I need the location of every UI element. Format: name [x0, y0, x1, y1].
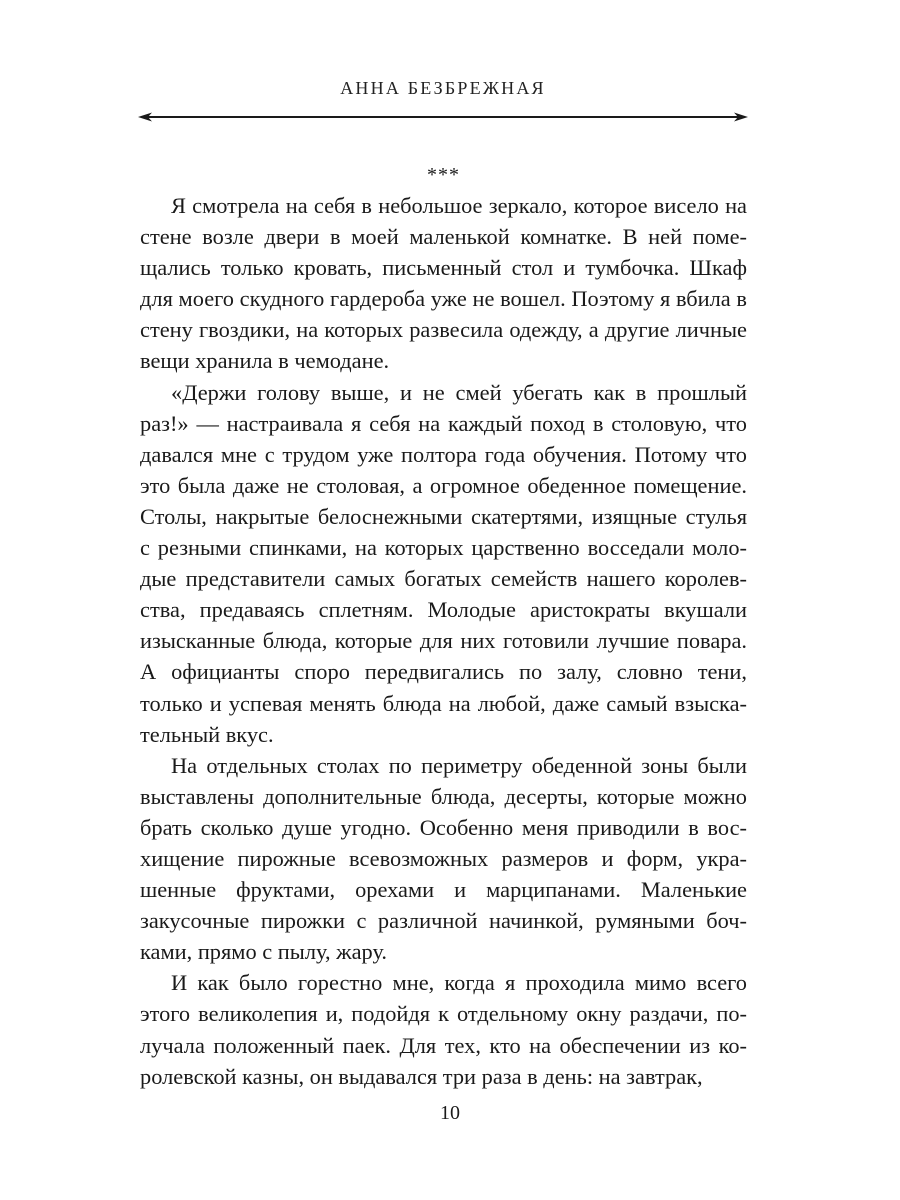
paragraph: «Держи голову выше, и не смей убегать как в прошлый раз!» — настраивала я себя на каждый поход в столовую, что давался мне с трудом уже полтора года обучения. Потому что это была даже не столовая, а огромное обеденное помещение. Столы, накрытые белоснежными скатертями, изящные стулья с резными спинками, на которых царственно восседали молодые представители самых богатых семейств нашего королевства, предаваясь сплетням. Молодые аристократы вкушали изысканные блюда, которые для них готовили лучшие повара. А официанты споро передвигались по залу, словно тени, только и успевая менять блюда на любой, даже самый взыскательный вкус.	[140, 379, 747, 747]
paragraph: Я смотрела на себя в небольшое зеркало, которое висело на стене возле двери в моей маленькой комнатке. В ней помещались только кровать, письменный стол и тумбочка. Шкаф для моего скудного гардероба уже не вошел. Поэтому я вбила в стену гвоздики, на которых развесила одежду, а другие личные вещи хранила в чемодане.	[140, 193, 747, 374]
paragraph: На отдельных столах по периметру обеденной зоны были выставлены дополнительные блюда, десерты, которые можно брать сколько душе угодно. Особенно меня приводили в восхищение пирожные всевозможных размеров и форм, украшенные фруктами, орехами и марципанами. Маленькие закусочные пирожки с различной начинкой, румяными бочками, прямо с пылу, жару.	[140, 752, 747, 965]
scene-break: ***	[427, 164, 460, 186]
page-number: 10	[440, 1102, 460, 1124]
header-ornament-rule	[138, 110, 748, 124]
body-text	[140, 160, 747, 1092]
paragraph: И как было горестно мне, когда я проходила мимо всего этого великолепия и, подойдя к отдельному окну раздачи, получала положенный паек. Для тех, кто на обеспечении из королевской казны, он выдавался три раза в день: на завтрак,	[140, 970, 747, 1089]
running-head: АННА БЕЗБРЕЖНАЯ	[340, 78, 546, 98]
page-header	[138, 74, 748, 122]
